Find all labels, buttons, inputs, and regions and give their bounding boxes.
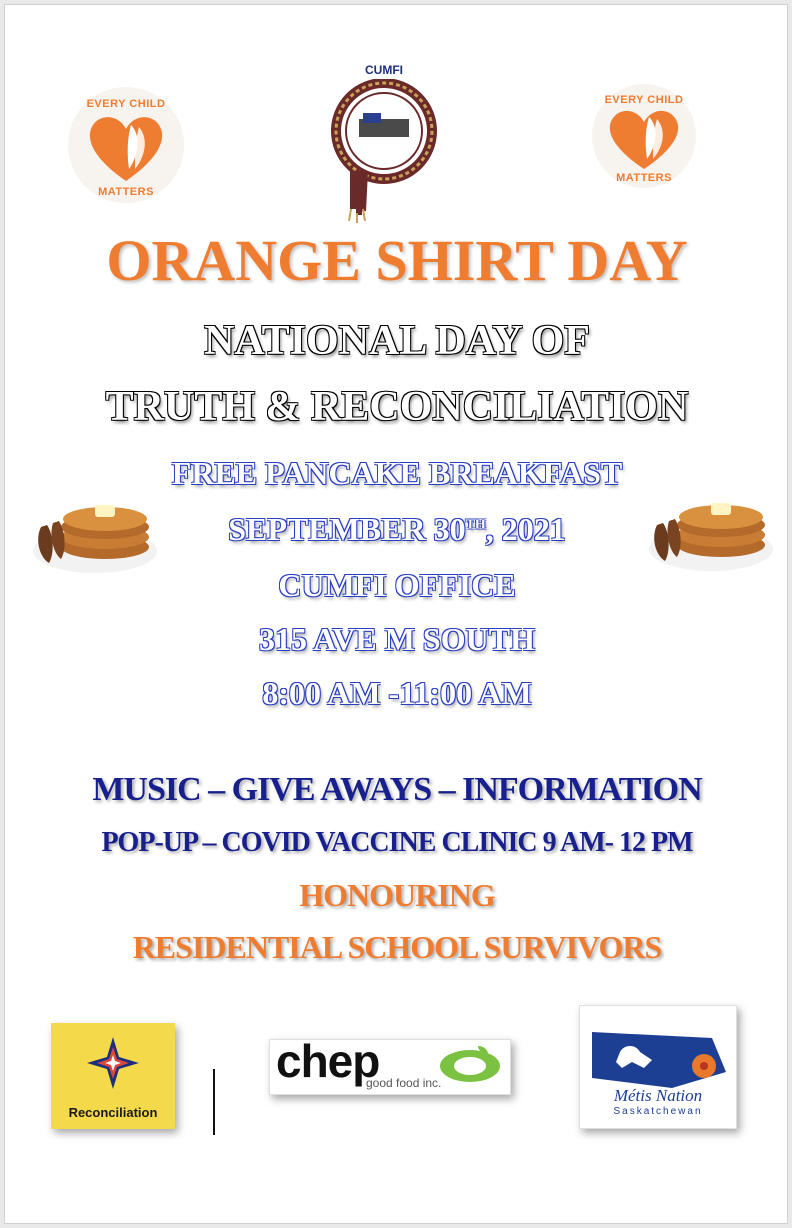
- cumfi-label: CUMFI: [365, 63, 403, 77]
- honouring-line-1: HONOURING: [299, 877, 495, 913]
- chep-tagline: good food inc.: [366, 1076, 442, 1090]
- chep-logo: [269, 1035, 511, 1095]
- poster-page: [4, 4, 788, 1224]
- metis-wordmark: Métis Nation: [613, 1086, 703, 1105]
- apple-icon: [438, 1044, 502, 1084]
- ecm-bottom-text: MATTERS: [616, 172, 672, 184]
- event-location: CUMFI OFFICE: [278, 567, 516, 603]
- clinic-line: POP-UP – COVID VACCINE CLINIC 9 AM- 12 PM: [101, 827, 693, 858]
- ecm-top-text: EVERY CHILD: [86, 98, 166, 110]
- ecm-bottom-text: MATTERS: [98, 186, 154, 198]
- sash-icon: [323, 79, 445, 223]
- metis-nation-logo: [579, 1005, 737, 1129]
- metis-flag-icon: [592, 1032, 726, 1088]
- reconciliation-label: Reconciliation: [68, 1105, 158, 1120]
- event-date-suffix: TH: [465, 517, 486, 533]
- chep-wordmark: chep: [276, 1035, 380, 1087]
- event-date-main: SEPTEMBER 30: [228, 511, 466, 547]
- main-title: ORANGE SHIRT DAY: [106, 228, 688, 293]
- subtitle-line-1: NATIONAL DAY OF: [204, 318, 590, 364]
- star-blanket-icon: [83, 1033, 143, 1093]
- event-date: [5, 511, 789, 548]
- every-child-matters-logo-left: [61, 85, 191, 205]
- honouring-line-2: RESIDENTIAL SCHOOL SURVIVORS: [132, 929, 662, 965]
- event-date-year: , 2021: [485, 511, 566, 547]
- vertical-divider: [213, 1069, 215, 1135]
- event-address: 315 AVE M SOUTH: [259, 621, 535, 657]
- metis-subtitle: Saskatchewan: [613, 1106, 703, 1117]
- every-child-matters-logo-right: [579, 81, 709, 191]
- subtitle-line-2: TRUTH & RECONCILIATION: [105, 384, 689, 430]
- cumfi-logo: [323, 63, 445, 223]
- activities-line: MUSIC – GIVE AWAYS – INFORMATION: [92, 771, 702, 808]
- event-time: 8:00 AM -11:00 AM: [262, 675, 532, 711]
- reconciliation-logo: [51, 1023, 175, 1129]
- event-name: FREE PANCAKE BREAKFAST: [171, 455, 623, 491]
- ecm-top-text: EVERY CHILD: [604, 94, 684, 106]
